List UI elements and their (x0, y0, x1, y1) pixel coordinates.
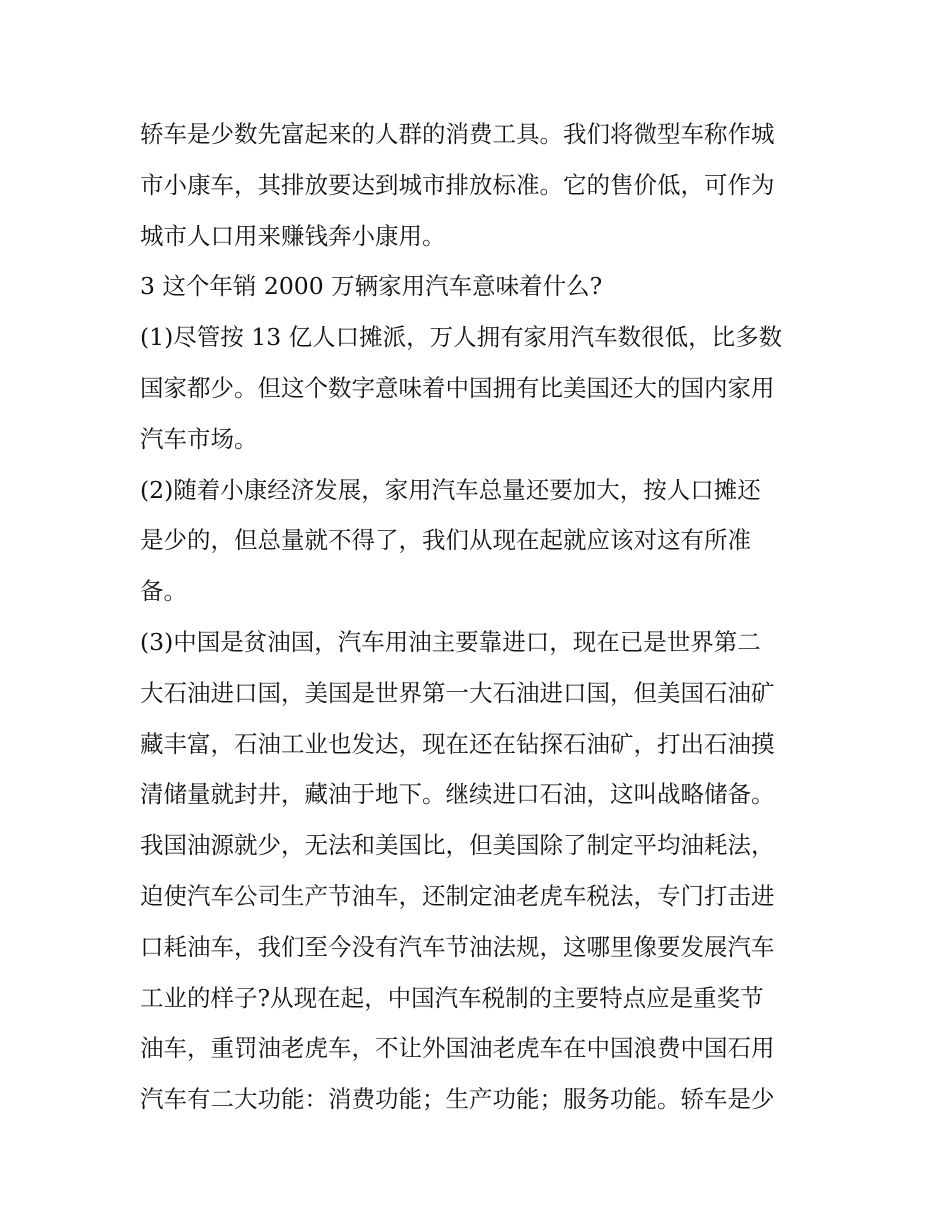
text-line: 清储量就封井，藏油于地下。继续进口石油，这叫战略储备。 (140, 780, 775, 809)
text-line: 城市人口用来赚钱奔小康用。 (140, 221, 446, 250)
question-heading: 3 这个年销 2000 万辆家用汽车意味着什么? (140, 272, 603, 301)
body-text (140, 109, 820, 1125)
text-line: 迫使汽车公司生产节油车，还制定油老虎车税法，专门打击进 (140, 881, 775, 910)
text-line: (3)中国是贫油国，汽车用油主要靠进口，现在已是世界第二 (140, 627, 761, 656)
text-line: 工业的样子?从现在起，中国汽车税制的主要特点应是重奖节 (140, 983, 764, 1012)
text-line: 国家都少。但这个数字意味着中国拥有比美国还大的国内家用 (140, 373, 775, 402)
text-line: 大石油进口国，美国是世界第一大石油进口国，但美国石油矿 (140, 678, 775, 707)
text-line: (1)尽管按 13 亿人口摊派，万人拥有家用汽车数很低，比多数 (140, 323, 783, 352)
text-line: 市小康车，其排放要达到城市排放标准。它的售价低，可作为 (140, 170, 775, 199)
text-line: 口耗油车，我们至今没有汽车节油法规，这哪里像要发展汽车 (140, 932, 775, 961)
text-line: 汽车有二大功能：消费功能；生产功能；服务功能。轿车是少 (140, 1085, 775, 1114)
text-line: 油车，重罚油老虎车，不让外国油老虎车在中国浪费中国石用 (140, 1034, 775, 1063)
text-line: 我国油源就少，无法和美国比，但美国除了制定平均油耗法， (140, 831, 775, 860)
text-line: (2)随着小康经济发展，家用汽车总量还要加大，按人口摊还 (140, 475, 761, 504)
text-line: 藏丰富，石油工业也发达，现在还在钻探石油矿，打出石油摸 (140, 729, 775, 758)
text-line: 备。 (140, 577, 187, 606)
text-line: 汽车市场。 (140, 424, 258, 453)
text-line: 是少的，但总量就不得了，我们从现在起就应该对这有所准 (140, 526, 751, 555)
text-line: 轿车是少数先富起来的人群的消费工具。我们将微型车称作城 (140, 120, 775, 148)
